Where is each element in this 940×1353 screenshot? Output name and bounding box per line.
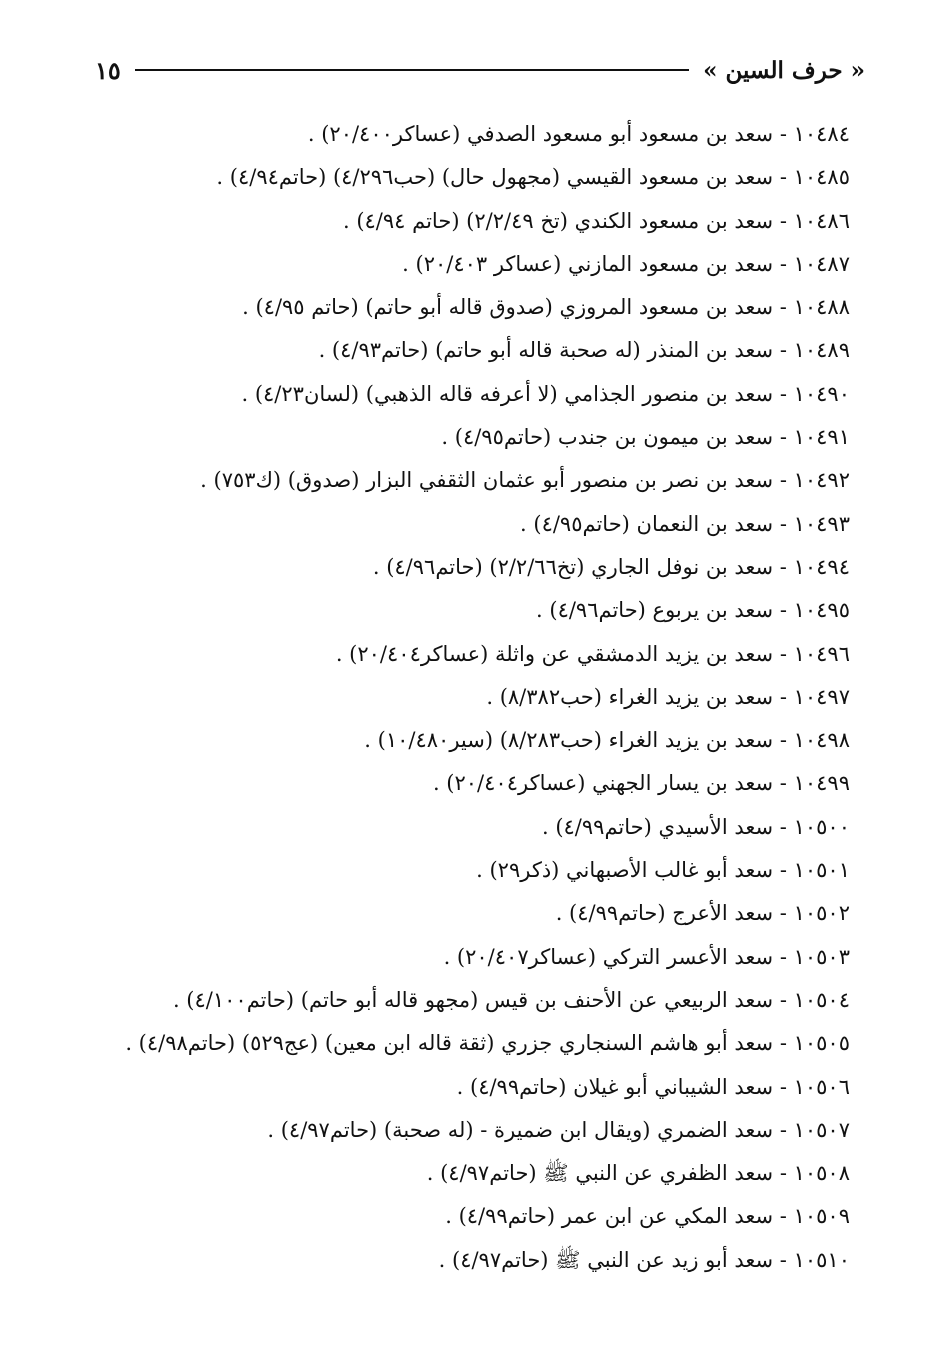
- entry: ١٠٥٠٩ - سعد المكي عن ابن عمر (حاتم٤/٩٩) .: [445, 1204, 850, 1229]
- entry: ١٠٤٩٥ - سعد بن يربوع (حاتم٤/٩٦) .: [536, 598, 850, 623]
- entry: ١٠٤٨٧ - سعد بن مسعود المازني (عساكر ٢٠/٤٠٣) .: [402, 251, 850, 276]
- entry: ١٠٥٠٦ - سعد الشيباني أبو غيلان (حاتم٤/٩٩) .: [456, 1074, 850, 1099]
- entry: ١٠٤٨٨ - سعد بن مسعود المروزي (صدوق قاله أبو حاتم) (حاتم ٤/٩٥) .: [242, 295, 850, 320]
- entry: ١٠٤٨٩ - سعد بن المنذر (له صحبة قاله أبو حاتم) (حاتم٤/٩٣) .: [318, 338, 850, 363]
- entry: ١٠٥٠٢ - سعد الأعرج (حاتم٤/٩٩) .: [555, 901, 850, 926]
- entry: ١٠٤٩٦ - سعد بن يزيد الدمشقي عن واثلة (عساكر٢٠/٤٠٤) .: [335, 641, 850, 666]
- page-number: ١٥: [95, 55, 121, 85]
- entry: ١٠٤٨٥ - سعد بن مسعود القيسي (مجهول حال) (حب٤/٢٩٦) (حاتم٤/٩٤) .: [216, 165, 850, 190]
- entry-list: [90, 113, 850, 1282]
- entry: ١٠٥٠٣ - سعد الأعسر التركي (عساكر٢٠/٤٠٧) .: [443, 944, 850, 969]
- entry: ١٠٤٩١ - سعد بن ميمون بن جندب (حاتم٤/٩٥) .: [441, 425, 850, 450]
- entry: ١٠٥٠١ - سعد أبو غالب الأصبهاني (ذكر٢٩) .: [476, 858, 850, 883]
- header-rule: [135, 69, 689, 71]
- entry: ١٠٤٩٧ - سعد بن يزيد الغراء (حب٨/٣٨٢) .: [486, 684, 850, 709]
- running-header: [95, 50, 865, 90]
- entry: ١٠٥٠٥ - سعد أبو هاشم السنجاري جزري (ثقة قاله ابن معين) (عج٥٢٩) (حاتم٤/٩٨) .: [125, 1031, 850, 1056]
- entry: ١٠٤٩٤ - سعد بن نوفل الجاري (تخ٢/٢/٦٦) (حاتم٤/٩٦) .: [372, 554, 850, 579]
- entry: ١٠٥١٠ - سعد أبو زيد عن النبي ﷺ (حاتم٤/٩٧) .: [438, 1247, 850, 1272]
- entry: ١٠٤٩٢ - سعد بن نصر بن منصور أبو عثمان الثقفي البزار (صدوق) (ك٧٥٣) .: [200, 468, 850, 493]
- entry: ١٠٤٩٠ - سعد بن منصور الجذامي (لا أعرفه قاله الذهبي) (لسان٤/٢٣) .: [241, 381, 850, 406]
- entry: ١٠٥٠٠ - سعد الأسيدي (حاتم٤/٩٩) .: [541, 814, 850, 839]
- header-title: « حرف السين »: [703, 56, 865, 84]
- entry: ١٠٤٨٤ - سعد بن مسعود أبو مسعود الصدفي (عساكر٢٠/٤٠٠) .: [307, 122, 850, 146]
- entry: ١٠٥٠٧ - سعد الضمري (ويقال ابن ضميرة - (له صحبة) (حاتم٤/٩٧) .: [267, 1117, 850, 1142]
- entry: ١٠٥٠٤ - سعد الربيعي عن الأحنف بن قيس (مجهو قاله أبو حاتم) (حاتم٤/١٠٠) .: [172, 987, 850, 1012]
- entry: ١٠٥٠٨ - سعد الظفري عن النبي ﷺ (حاتم٤/٩٧) .: [426, 1161, 850, 1186]
- entry: ١٠٤٩٣ - سعد بن النعمان (حاتم٤/٩٥) .: [520, 511, 850, 536]
- entry: ١٠٤٨٦ - سعد بن مسعود الكندي (تخ ٢/٢/٤٩) (حاتم ٤/٩٤) .: [342, 208, 850, 233]
- entry: ١٠٤٩٨ - سعد بن يزيد الغراء (حب٨/٢٨٣) (سير١٠/٤٨٠) .: [364, 728, 850, 753]
- entry: ١٠٤٩٩ - سعد بن يسار الجهني (عساكر٢٠/٤٠٤) .: [432, 771, 850, 796]
